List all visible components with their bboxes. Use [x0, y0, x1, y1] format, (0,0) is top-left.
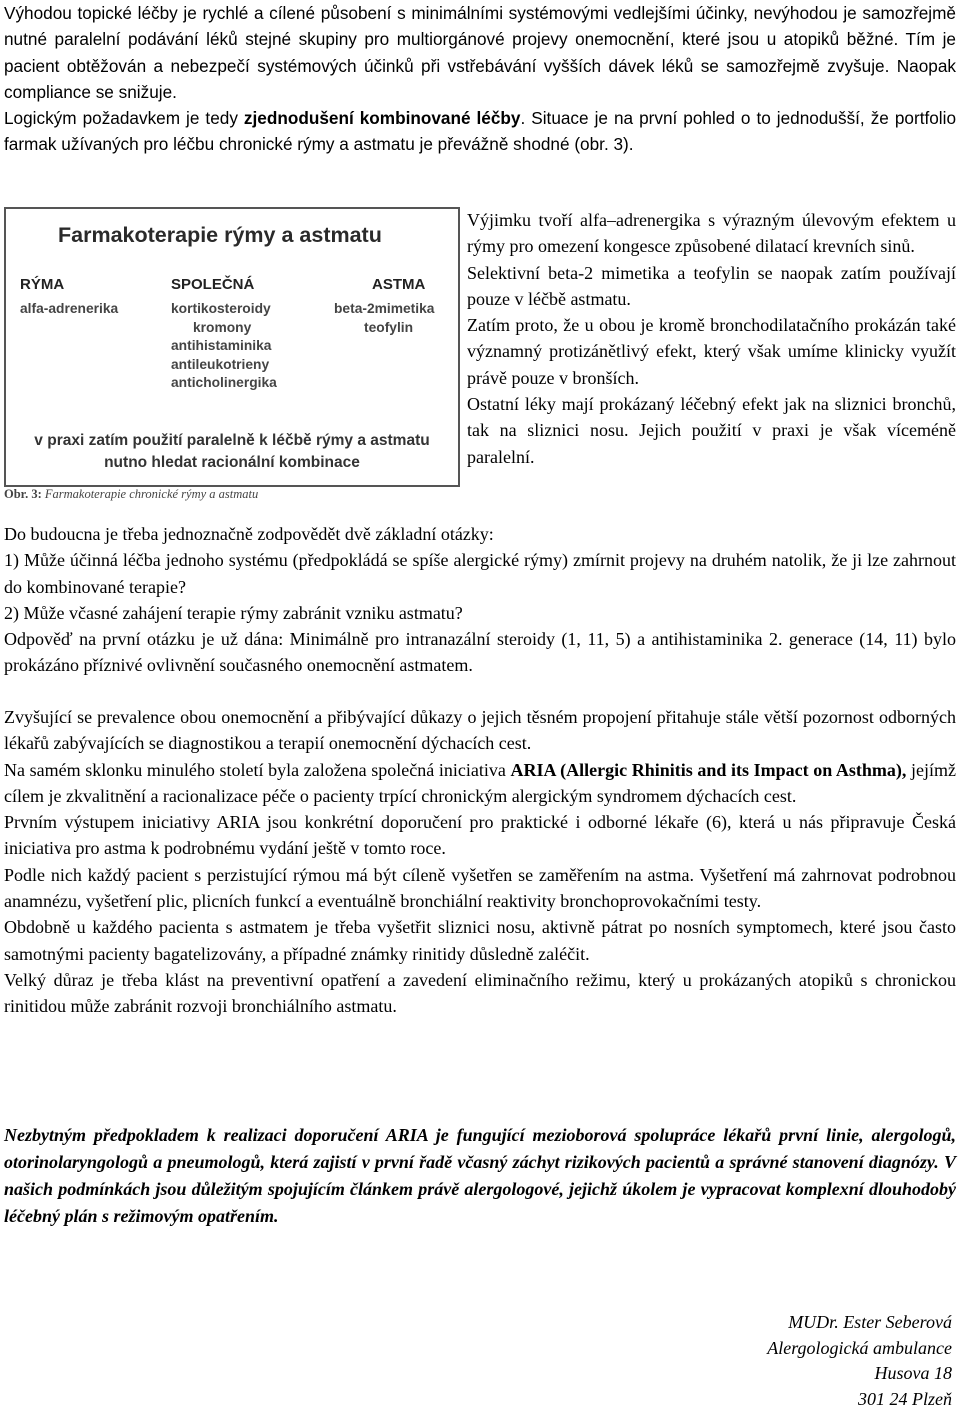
- side-paragraph: Ostatní léky mají prokázaný léčebný efekt jak na sliznici bronchů, tak na sliznici nosu. Jejich použití v praxi je však víceméně paralelní.: [467, 391, 956, 470]
- figure-column-heading: RÝMA: [20, 276, 118, 293]
- figure-title: Farmakoterapie rýmy a astmatu: [58, 223, 382, 248]
- figure-item: alfa-adrenerika: [20, 300, 118, 319]
- figure-3: [4, 207, 460, 507]
- aria-p2-bold: ARIA (Allergic Rhinitis and its Impact on Asthma),: [510, 760, 906, 780]
- figure-column-astma: [334, 276, 434, 337]
- aria-paragraph-1: Zvyšující se prevalence obou onemocnění a přibývající důkazy o jejich těsném propojení přitahuje stále větší pozornost odborných lékařů zabývajících se diagnostikou a terapií onemocnění dýchacích cest.: [4, 704, 956, 757]
- figure-column-spolecna: [171, 276, 277, 393]
- intro-paragraph-2: [4, 105, 956, 158]
- figure-footer: [6, 430, 458, 474]
- aria-paragraph-6: Velký důraz je třeba klást na preventivní opatření a zavedení eliminačního režimu, který u prokázaných atopiků s chronickou rinitidou může zabránit rozvoji bronchiálního astmatu.: [4, 967, 956, 1020]
- intro-p2-bold: zjednodušení kombinované léčby: [244, 108, 521, 128]
- figure-item: beta-2mimetika: [334, 300, 434, 319]
- signature-name: MUDr. Ester Seberová: [767, 1310, 952, 1336]
- figure-caption-label: Obr. 3:: [4, 487, 42, 501]
- figure-column-ryma: [20, 276, 118, 319]
- intro-p2-end: . Situace je na první pohled o to jednodušší, že portfolio farmak užívaných pro léčbu chronické rýmy a astmatu je převážně shodné (obr. 3).: [4, 108, 956, 154]
- intro-paragraph-1: Výhodou topické léčby je rychlé a cílené působení s minimálními systémovými vedlejšími účinky, nevýhodou je samozřejmě nutné paralelní podávání léků stejné skupiny pro multiorgánové projevy onemocnění, které jsou u atopiků běžné. Tím je pacient obtěžován a nebezpečí systémových účinků při vstřebávání vyšších dávek léků se samozřejmě zvyšuje. Naopak compliance se snižuje.: [4, 0, 956, 105]
- figure-box: [4, 207, 460, 487]
- figure-item: teofylin: [334, 319, 434, 338]
- side-paragraph: Výjimku tvoří alfa–adrenergika s výrazným úlevovým efektem u rýmy pro omezení kongesce způsobené dilatací krevních sinů.: [467, 207, 956, 260]
- figure-item: antileukotrieny: [171, 356, 277, 375]
- questions-intro: Do budoucna je třeba jednoznačně zodpovědět dvě základní otázky:: [4, 521, 956, 547]
- aria-paragraph-3: Prvním výstupem iniciativy ARIA jsou konkrétní doporučení pro praktické i odborné lékaře (6), která u nás připravuje Česká iniciativa pro astma k podrobnému vydání ještě v tomto roce.: [4, 809, 956, 862]
- aria-paragraph-2: [4, 757, 956, 810]
- aria-paragraph-4: Podle nich každý pacient s perzistující rýmou má být cíleně vyšetřen se zaměřením na astma. Vyšetření má zahrnovat podrobnou anamnézu, vyšetření plic, plicních funkcí a eventuálně bronchiální reaktivity bronchoprovokačními testy.: [4, 862, 956, 915]
- answer-paragraph: Odpověď na první otázku je už dána: Minimálně pro intranazální steroidy (1, 11, 5) a antihistaminika 2. generace (14, 11) bylo prokázáno příznivé ovlivnění současného onemocnění astmatem.: [4, 626, 956, 679]
- figure-footer-line-2: nutno hledat racionální kombinace: [6, 452, 458, 474]
- aria-p2-end: jejímž cílem je zkvalitnění a racionalizace péče o pacienty trpící chronickým alergickým syndromem dýchacích cest.: [4, 760, 956, 806]
- figure-column-heading: ASTMA: [334, 276, 434, 293]
- figure-side-text: [467, 207, 956, 470]
- figure-item: kromony: [171, 319, 277, 338]
- side-paragraph: Zatím proto, že u obou je kromě bronchodilatačního prokázán také významný protizánětlivý efekt, který však umíme klinicky využít právě pouze v bronších.: [467, 312, 956, 391]
- figure-item: antihistaminika: [171, 337, 277, 356]
- question-1: 1) Může účinná léčba jednoho systému (předpokládá se spíše alergické rýmy) zmírnit projevy na druhém natolik, že ji lze zahrnout do kombinované terapie?: [4, 547, 956, 600]
- figure-caption-text: Farmakoterapie chronické rýmy a astmatu: [45, 487, 258, 501]
- figure-item: kortikosteroidy: [171, 300, 277, 319]
- signature-street: Husova 18: [767, 1361, 952, 1387]
- question-2: 2) Může včasné zahájení terapie rýmy zabránit vzniku astmatu?: [4, 600, 956, 626]
- signature-block: [767, 1310, 952, 1412]
- aria-p2-start: Na samém sklonku minulého století byla založena společná iniciativa: [4, 760, 510, 780]
- figure-item: anticholinergika: [171, 374, 277, 393]
- aria-section: [4, 704, 956, 1020]
- aria-paragraph-5: Obdobně u každého pacienta s astmatem je třeba vyšetřit sliznici nosu, aktivně pátrat po nosních symptomech, které jsou často samotnými pacienty bagatelizovány, a případné známky rinitidy důsledně zaléčit.: [4, 914, 956, 967]
- figure-caption: [4, 487, 258, 502]
- signature-city: 301 24 Plzeň: [767, 1387, 952, 1412]
- figure-footer-line-1: v praxi zatím použití paralelně k léčbě rýmy a astmatu: [6, 430, 458, 452]
- conclusion-paragraph: Nezbytným předpokladem k realizaci doporučení ARIA je fungující mezioborová spolupráce lékařů první linie, alergologů, otorinolaryngologů a pneumologů, která zajistí v první řadě včasný záchyt rizikových pacientů a správné stanovení diagnózy. V našich podmínkách jsou důležitým spojujícím článkem právě alergologové, jejichž úkolem je vypracovat komplexní dlouhodobý léčebný plán s režimovým opatřením.: [4, 1122, 956, 1230]
- questions-section: [4, 521, 956, 679]
- signature-department: Alergologická ambulance: [767, 1336, 952, 1362]
- figure-column-heading: SPOLEČNÁ: [171, 276, 277, 293]
- intro-p2-start: Logickým požadavkem je tedy: [4, 108, 244, 128]
- side-paragraph: Selektivní beta-2 mimetika a teofylin se naopak zatím používají pouze v léčbě astmatu.: [467, 260, 956, 313]
